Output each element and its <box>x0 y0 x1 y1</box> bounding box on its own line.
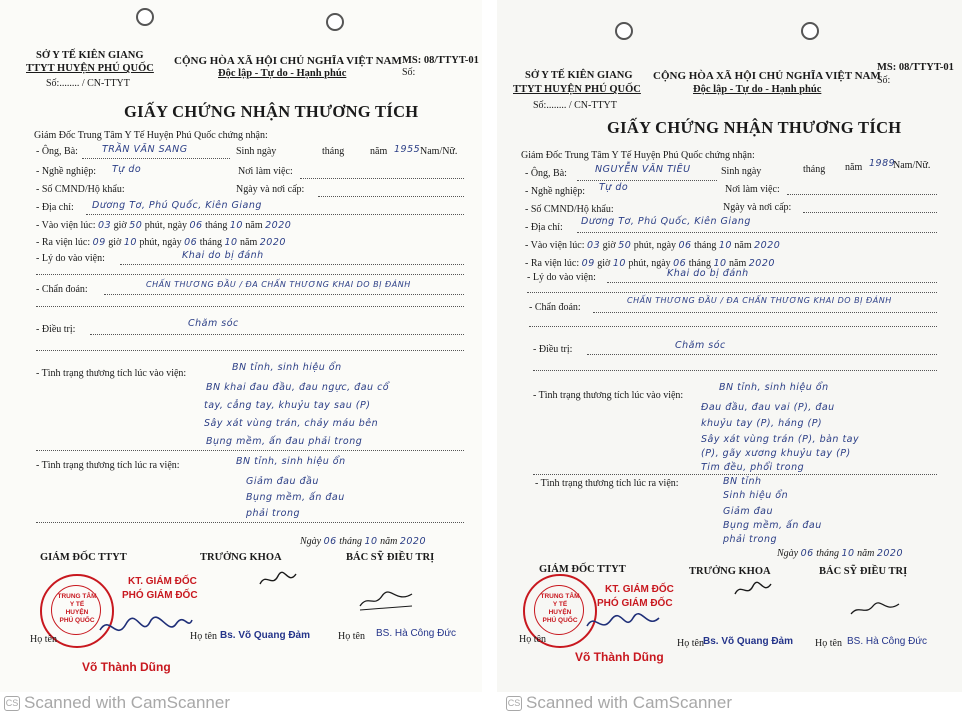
doctor-signature <box>356 584 416 614</box>
label-out-time: - Ra viện lúc: 09 giờ 10 phút, ngày 06 tháng 10 năm 2020 <box>36 237 286 248</box>
head-signature <box>733 578 773 600</box>
status-in-line: tay, cẳng tay, khuỷu tay sau (P) <box>204 400 371 411</box>
label-sex: Nam/Nữ. <box>420 146 458 157</box>
status-in-line: BN tỉnh, sinh hiệu ổn <box>719 382 829 393</box>
camscanner-logo-icon: CS <box>506 696 522 711</box>
binder-hole <box>801 22 819 40</box>
value-treatment: Chăm sóc <box>675 340 726 351</box>
label-diagnosis: - Chẩn đoán: <box>529 302 581 313</box>
doctor-name: BS. Hà Công Đức <box>376 628 457 639</box>
form-code: MS: 08/TTYT-01 <box>877 62 954 73</box>
head-name-label: Họ tên <box>190 631 217 642</box>
official-stamp: TRUNG TÂM Y TẾ HUYỆN PHÚ QUỐC <box>523 574 597 648</box>
status-out-line: Bụng mềm, ấn đau <box>246 492 345 503</box>
dept-line1: SỞ Y TẾ KIÊN GIANG <box>36 50 144 61</box>
national-title: CỘNG HÒA XÃ HỘI CHỦ NGHĨA VIỆT NAM <box>174 55 402 67</box>
cert-number: Số:........ / CN-TTYT <box>533 100 617 111</box>
form-code: MS: 08/TTYT-01 <box>402 55 479 66</box>
label-birth: Sinh ngày <box>236 146 277 157</box>
status-in-line: Sây xát vùng trán, chảy máu bên <box>204 418 379 429</box>
value-address: Dương Tơ, Phú Quốc, Kiên Giang <box>92 200 262 211</box>
doctor-name: BS. Hà Công Đức <box>847 636 928 647</box>
camscanner-logo-icon: CS <box>4 696 20 711</box>
sig-director-title: GIÁM ĐỐC TTYT <box>539 564 626 575</box>
dept-line1: SỞ Y TẾ KIÊN GIANG <box>525 70 633 81</box>
sig-director-title: GIÁM ĐỐC TTYT <box>40 552 127 563</box>
certificate-page-right <box>497 0 962 704</box>
label-name: - Ông, Bà: <box>525 168 567 179</box>
label-status-out: - Tình trạng thương tích lúc ra viện: <box>535 478 679 489</box>
status-in-line: Bụng mềm, ấn đau phải trong <box>206 436 363 447</box>
date-line: Ngày 06 tháng 10 năm 2020 <box>300 536 426 547</box>
status-out-line: Giảm đau <box>723 506 773 517</box>
camscanner-watermark-left: CS Scanned with CamScanner <box>5 693 231 712</box>
status-in-line: Đau đầu, đau vai (P), đau <box>701 402 835 413</box>
status-in-line: BN tỉnh, sinh hiệu ổn <box>232 362 342 373</box>
label-job: - Nghề nghiệp: <box>525 186 585 197</box>
label-address: - Địa chỉ: <box>525 222 563 233</box>
value-name: TRẦN VĂN SANG <box>102 144 188 155</box>
label-year: năm <box>370 146 388 157</box>
value-treatment: Chăm sóc <box>188 318 239 329</box>
label-in-time: - Vào viện lúc: 03 giờ 50 phút, ngày 06 tháng 10 năm 2020 <box>36 220 292 231</box>
dept-line2: TTYT HUYỆN PHÚ QUỐC <box>26 63 154 74</box>
label-issue: Ngày và nơi cấp: <box>723 202 792 213</box>
director-signature <box>96 608 196 644</box>
label-in-time: - Vào viện lúc: 03 giờ 50 phút, ngày 06 tháng 10 năm 2020 <box>525 240 781 251</box>
label-reason: - Lý do vào viện: <box>36 253 105 264</box>
binder-hole <box>326 13 344 31</box>
status-out-line: BN tỉnh <box>723 476 762 487</box>
status-in-line: BN khai đau đầu, đau ngực, đau cổ <box>206 382 390 393</box>
label-id: - Số CMND/Hộ khẩu: <box>525 204 614 215</box>
status-out-line: Bụng mềm, ấn đau <box>723 520 822 531</box>
value-reason: Khai do bị đánh <box>182 250 264 261</box>
kt-director: KT. GIÁM ĐỐC <box>128 576 197 587</box>
status-out-line: phải trong <box>246 508 301 519</box>
kt-director: KT. GIÁM ĐỐC <box>605 584 674 595</box>
certificate-page-left <box>0 0 482 704</box>
label-treatment: - Điều trị: <box>36 324 76 335</box>
label-reason: - Lý do vào viện: <box>527 272 596 283</box>
status-out-line: BN tỉnh, sinh hiệu ổn <box>236 456 346 467</box>
director-signature <box>583 606 663 636</box>
status-in-line: Sây xát vùng trán (P), bàn tay <box>701 434 860 445</box>
value-job: Tự do <box>599 182 629 193</box>
label-status-in: - Tình trạng thương tích lúc vào viện: <box>533 390 684 401</box>
head-name: Bs. Võ Quang Đảm <box>703 636 794 647</box>
head-name: Bs. Võ Quang Đảm <box>220 630 311 641</box>
intro-text: Giám Đốc Trung Tâm Y Tế Huyện Phú Quốc chứng nhận: <box>521 150 755 161</box>
binder-hole <box>615 22 633 40</box>
dept-line2: TTYT HUYỆN PHÚ QUỐC <box>513 84 641 95</box>
national-motto: Độc lập - Tự do - Hạnh phúc <box>218 68 347 79</box>
label-status-in: - Tình trạng thương tích lúc vào viện: <box>36 368 187 379</box>
label-id: - Số CMND/Hộ khẩu: <box>36 184 125 195</box>
value-job: Tự do <box>112 164 142 175</box>
sig-head-title: TRƯỞNG KHOA <box>689 566 771 577</box>
status-out-line: Giảm đau đầu <box>246 476 319 487</box>
director-name-label: Họ tên <box>30 634 57 645</box>
binder-hole <box>136 8 154 26</box>
value-name: NGUYỄN VĂN TIÊU <box>595 164 691 175</box>
label-sex: Nam/Nữ. <box>893 160 931 171</box>
value-diagnosis: CHẤN THƯƠNG ĐẦU / ĐA CHẤN THƯƠNG KHAI DO BỊ ĐÁNH <box>146 280 411 289</box>
label-issue: Ngày và nơi cấp: <box>236 184 305 195</box>
label-job: - Nghề nghiệp: <box>36 166 96 177</box>
value-diagnosis: CHẤN THƯƠNG ĐẦU / ĐA CHẤN THƯƠNG KHAI DO BỊ ĐÁNH <box>627 296 892 305</box>
value-birth-year: 1989 <box>869 158 896 169</box>
label-diagnosis: - Chẩn đoán: <box>36 284 88 295</box>
label-name: - Ông, Bà: <box>36 146 78 157</box>
doctor-name-label: Họ tên <box>338 631 365 642</box>
sig-head-title: TRƯỞNG KHOA <box>200 552 282 563</box>
status-out-line: phải trong <box>723 534 778 545</box>
doctor-signature <box>847 596 903 620</box>
value-address: Dương Tơ, Phú Quốc, Kiên Giang <box>581 216 751 227</box>
label-status-out: - Tình trạng thương tích lúc ra viện: <box>36 460 180 471</box>
national-title: CỘNG HÒA XÃ HỘI CHỦ NGHĨA VIỆT NAM <box>653 70 881 82</box>
national-motto: Độc lập - Tự do - Hạnh phúc <box>693 84 822 95</box>
intro-text: Giám Đốc Trung Tâm Y Tế Huyện Phú Quốc chứng nhận: <box>34 130 268 141</box>
cert-number: Số:........ / CN-TTYT <box>46 78 130 89</box>
official-stamp: TRUNG TÂM Y TẾ HUYỆN PHÚ QUỐC <box>40 574 114 648</box>
director-name-label: Họ tên <box>519 634 546 645</box>
status-in-line: Tim đều, phổi trong <box>701 462 805 473</box>
label-work: Nơi làm việc: <box>725 184 780 195</box>
deputy-director: PHÓ GIÁM ĐỐC <box>597 598 673 609</box>
doctor-name-label: Họ tên <box>815 638 842 649</box>
label-birth: Sinh ngày <box>721 166 762 177</box>
value-reason: Khai do bị đánh <box>667 268 749 279</box>
label-year: năm <box>845 162 863 173</box>
document-title: GIẤY CHỨNG NHẬN THƯƠNG TÍCH <box>607 118 902 137</box>
date-line: Ngày 06 tháng 10 năm 2020 <box>777 548 903 559</box>
page-gutter <box>482 0 497 720</box>
form-so: Số: <box>402 67 416 78</box>
document-title: GIẤY CHỨNG NHẬN THƯƠNG TÍCH <box>124 102 419 121</box>
head-name-label: Họ tên <box>677 638 704 649</box>
status-in-line: (P), gãy xương khuỷu tay (P) <box>701 448 851 459</box>
label-work: Nơi làm việc: <box>238 166 293 177</box>
sig-doctor-title: BÁC SỸ ĐIỀU TRỊ <box>346 552 435 563</box>
camscanner-watermark-right: CS Scanned with CamScanner <box>507 693 733 712</box>
status-in-line: khuỷu tay (P), háng (P) <box>701 418 823 429</box>
status-out-line: Sinh hiệu ổn <box>723 490 789 501</box>
form-so: Số: <box>877 75 891 86</box>
value-birth-year: 1955 <box>394 144 421 155</box>
label-out-time: - Ra viện lúc: 09 giờ 10 phút, ngày 06 tháng 10 năm 2020 <box>525 258 775 269</box>
label-address: - Địa chỉ: <box>36 202 74 213</box>
director-name: Võ Thành Dũng <box>82 660 171 674</box>
director-name: Võ Thành Dũng <box>575 650 664 664</box>
deputy-director: PHÓ GIÁM ĐỐC <box>122 590 198 601</box>
label-treatment: - Điều trị: <box>533 344 573 355</box>
label-month: tháng <box>803 164 826 175</box>
sig-doctor-title: BÁC SỸ ĐIỀU TRỊ <box>819 566 908 577</box>
label-month: tháng <box>322 146 345 157</box>
head-signature <box>258 568 298 590</box>
